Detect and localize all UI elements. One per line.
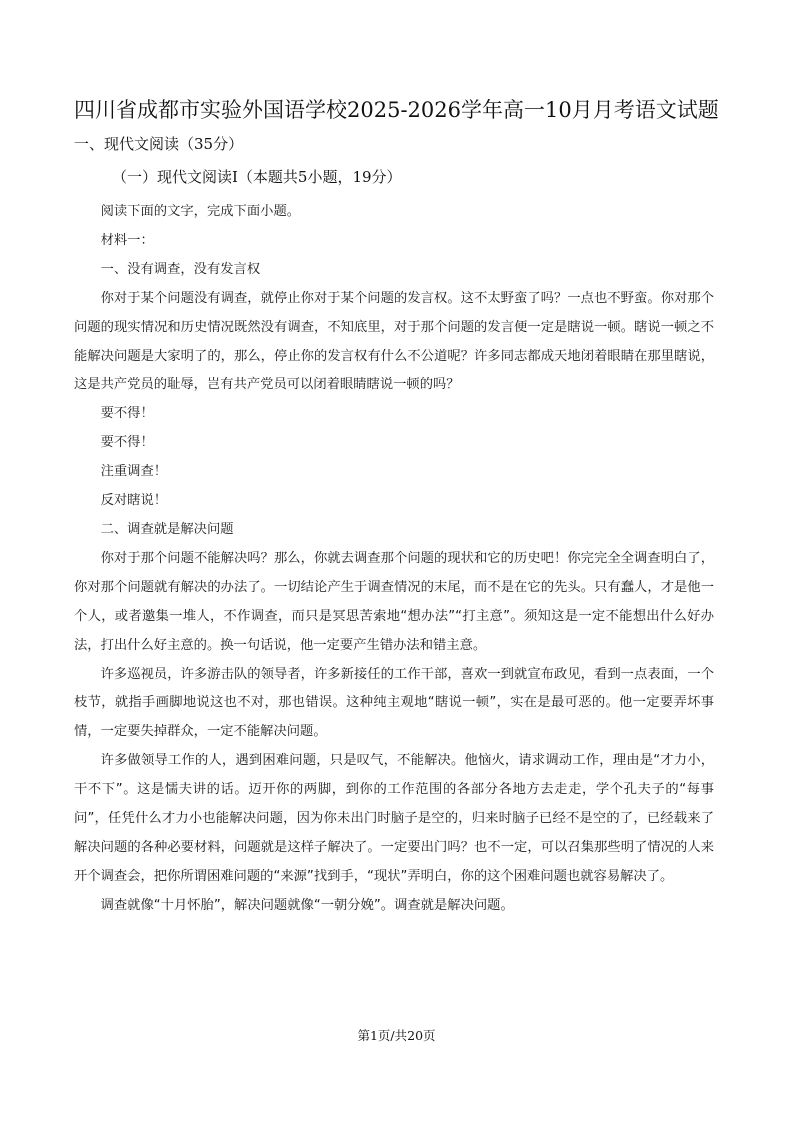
body-paragraph: 许多巡视员，许多游击队的领导者，许多新接任的工作干部，喜欢一到就宣布政见，看到一点表面，一个枝节，就指手画脚地说这也不对，那也错误。这种纯主观地“瞎说一顿”，实在是最可恶的。他一定要弄坏事情，一定要失掉群众，一定不能解决问题。 <box>74 666 714 740</box>
document-title: 四川省成都市实验外国语学校2025-2026学年高一10月月考语文试题 <box>74 98 719 122</box>
body-paragraph: 你对于某个问题没有调查，就停止你对于某个问题的发言权。这不太野蛮了吗？一点也不野蛮。你对那个问题的现实情况和历史情况既然没有调查，不知底里，对于那个问题的发言便一定是瞎说一顿。瞎说一顿之不能解决问题是大家明了的，那么，停止你的发言权有什么不公道呢？许多同志都成天地闭着眼睛在那里瞎说，这是共产党员的耻辱，岂有共产党员可以闭着眼睛瞎说一顿的吗？ <box>74 290 714 393</box>
section-title: 一、没有调查，没有发言权 <box>100 261 261 277</box>
sub-heading: （一）现代文阅读I（本题共5小题，19分） <box>112 168 402 186</box>
material-label: 材料一： <box>100 232 154 248</box>
section-heading: 一、现代文阅读（35分） <box>74 135 244 153</box>
body-paragraph: 你对于那个问题不能解决吗？那么，你就去调查那个问题的现状和它的历史吧！你完完全全调查明白了，你对那个问题就有解决的办法了。一切结论产生于调查情况的末尾，而不是在它的先头。只有蠢人，才是他一个人，或者邀集一堆人，不作调查，而只是冥思苦索地“想办法”“打主意”。须知这是一定不能想出什么好办法，打出什么好主意的。换一句话说，他一定要产生错办法和错主意。 <box>74 550 714 653</box>
exclamation-line: 要不得！ <box>100 406 154 422</box>
instruction-paragraph: 阅读下面的文字，完成下面小题。 <box>100 204 301 219</box>
section-title: 二、调查就是解决问题 <box>100 521 234 537</box>
exclamation-line: 反对瞎说！ <box>100 493 168 509</box>
body-paragraph: 许多做领导工作的人，遇到困难问题，只是叹气，不能解决。他恼火，请求调动工作，理由是“才力小，干不下”。这是懦夫讲的话。迈开你的两脚，到你的工作范围的各部分各地方去走走，学个孔夫子的“每事问”，任凭什么才力小也能解决问题，因为你未出门时脑子是空的，归来时脑子已经不是空的了，已经载来了解决问题的各种必要材料，问题就是这样子解决了。一定要出门吗？也不一定，可以召集那些明了情况的人来开个调查会，把你所谓困难问题的“来源”找到手，“现状”弄明白，你的这个困难问题也就容易解决了。 <box>74 753 714 884</box>
exclamation-line: 要不得！ <box>100 435 154 451</box>
body-paragraph: 调查就像“十月怀胎”，解决问题就像“一朝分娩”。调查就是解决问题。 <box>100 897 514 913</box>
document-body <box>74 198 714 921</box>
page-footer: 第1页/共20页 <box>357 1028 436 1043</box>
exclamation-line: 注重调查！ <box>100 464 168 480</box>
